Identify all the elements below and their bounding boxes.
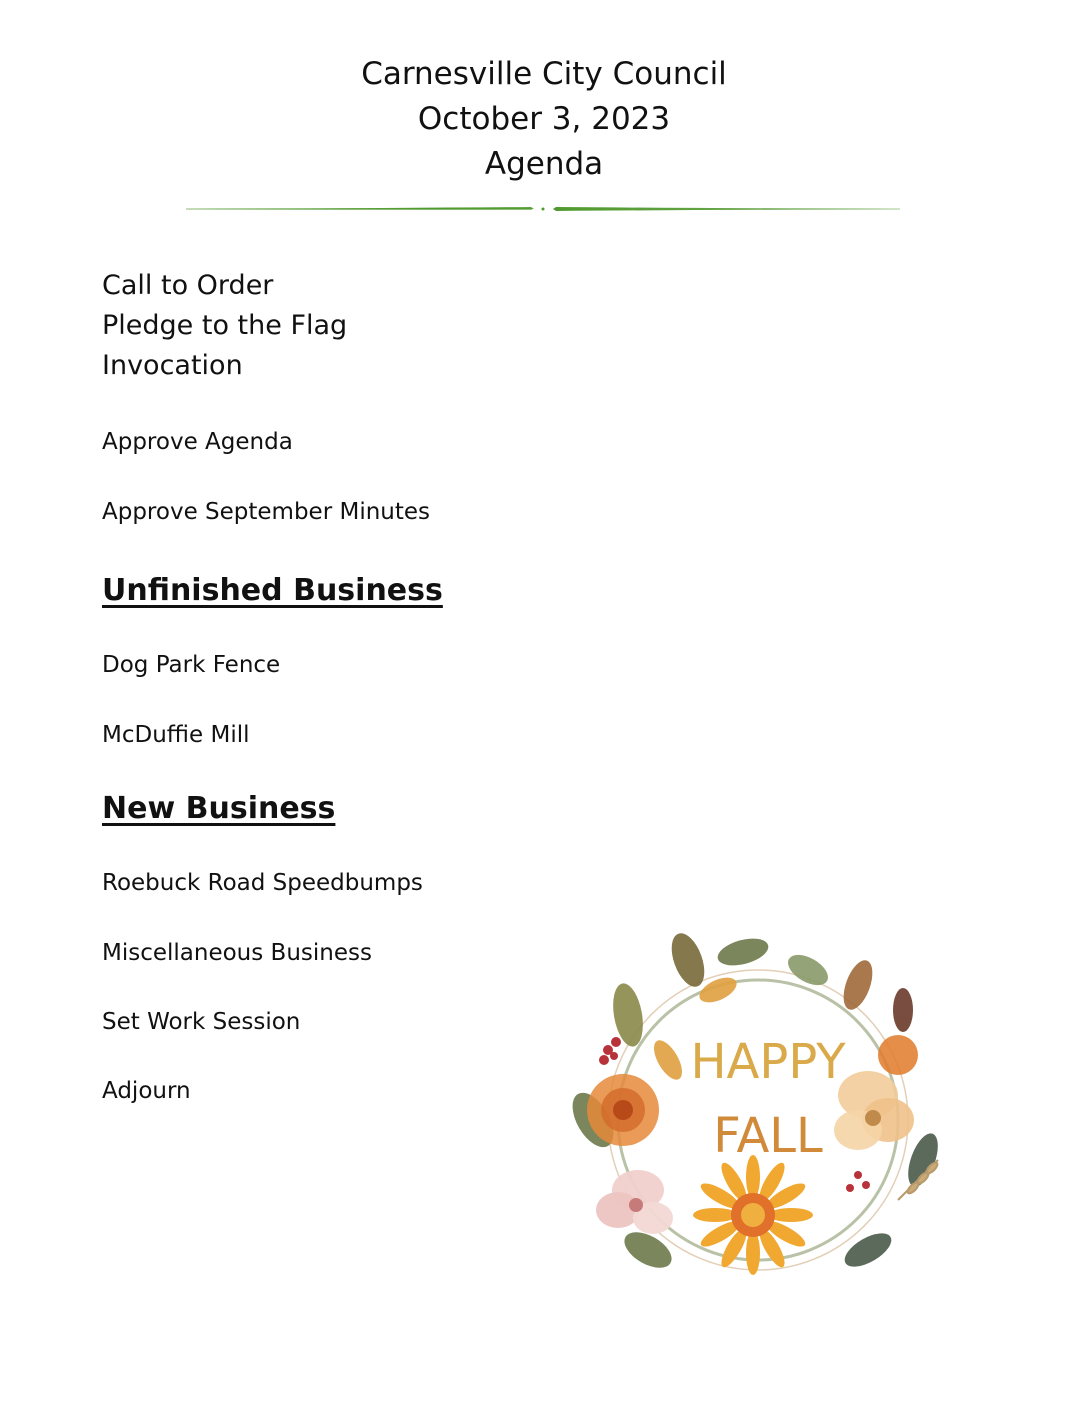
page-title: Agenda [484, 146, 604, 182]
new-business-heading: New Business [102, 791, 336, 826]
unfinished-business-heading: Unfinished Business [102, 573, 443, 608]
agenda-item-work-session: Set Work Session [102, 1009, 301, 1035]
organization-name: Carnesville City Council [361, 56, 727, 92]
agenda-item-speedbumps: Roebuck Road Speedbumps [102, 870, 423, 896]
agenda-item-approve-agenda: Approve Agenda [102, 429, 293, 455]
opening-items [102, 266, 347, 386]
page-header [0, 52, 1088, 187]
agenda-item-invocation: Invocation [102, 350, 243, 381]
agenda-item-call-to-order: Call to Order [102, 270, 274, 301]
wreath-text-fall: FALL [713, 1108, 823, 1164]
happy-fall-wreath-image [568, 930, 948, 1320]
agenda-item-mcduffie-mill: McDuffie Mill [102, 722, 250, 748]
meeting-date: October 3, 2023 [417, 101, 671, 137]
agenda-item-approve-minutes: Approve September Minutes [102, 499, 431, 525]
agenda-item-pledge: Pledge to the Flag [102, 310, 348, 341]
agenda-item-dog-park-fence: Dog Park Fence [102, 652, 281, 678]
agenda-item-adjourn: Adjourn [102, 1078, 191, 1104]
header-divider [186, 203, 900, 215]
wreath-text-happy: HAPPY [690, 1034, 846, 1090]
agenda-item-miscellaneous: Miscellaneous Business [102, 940, 372, 966]
